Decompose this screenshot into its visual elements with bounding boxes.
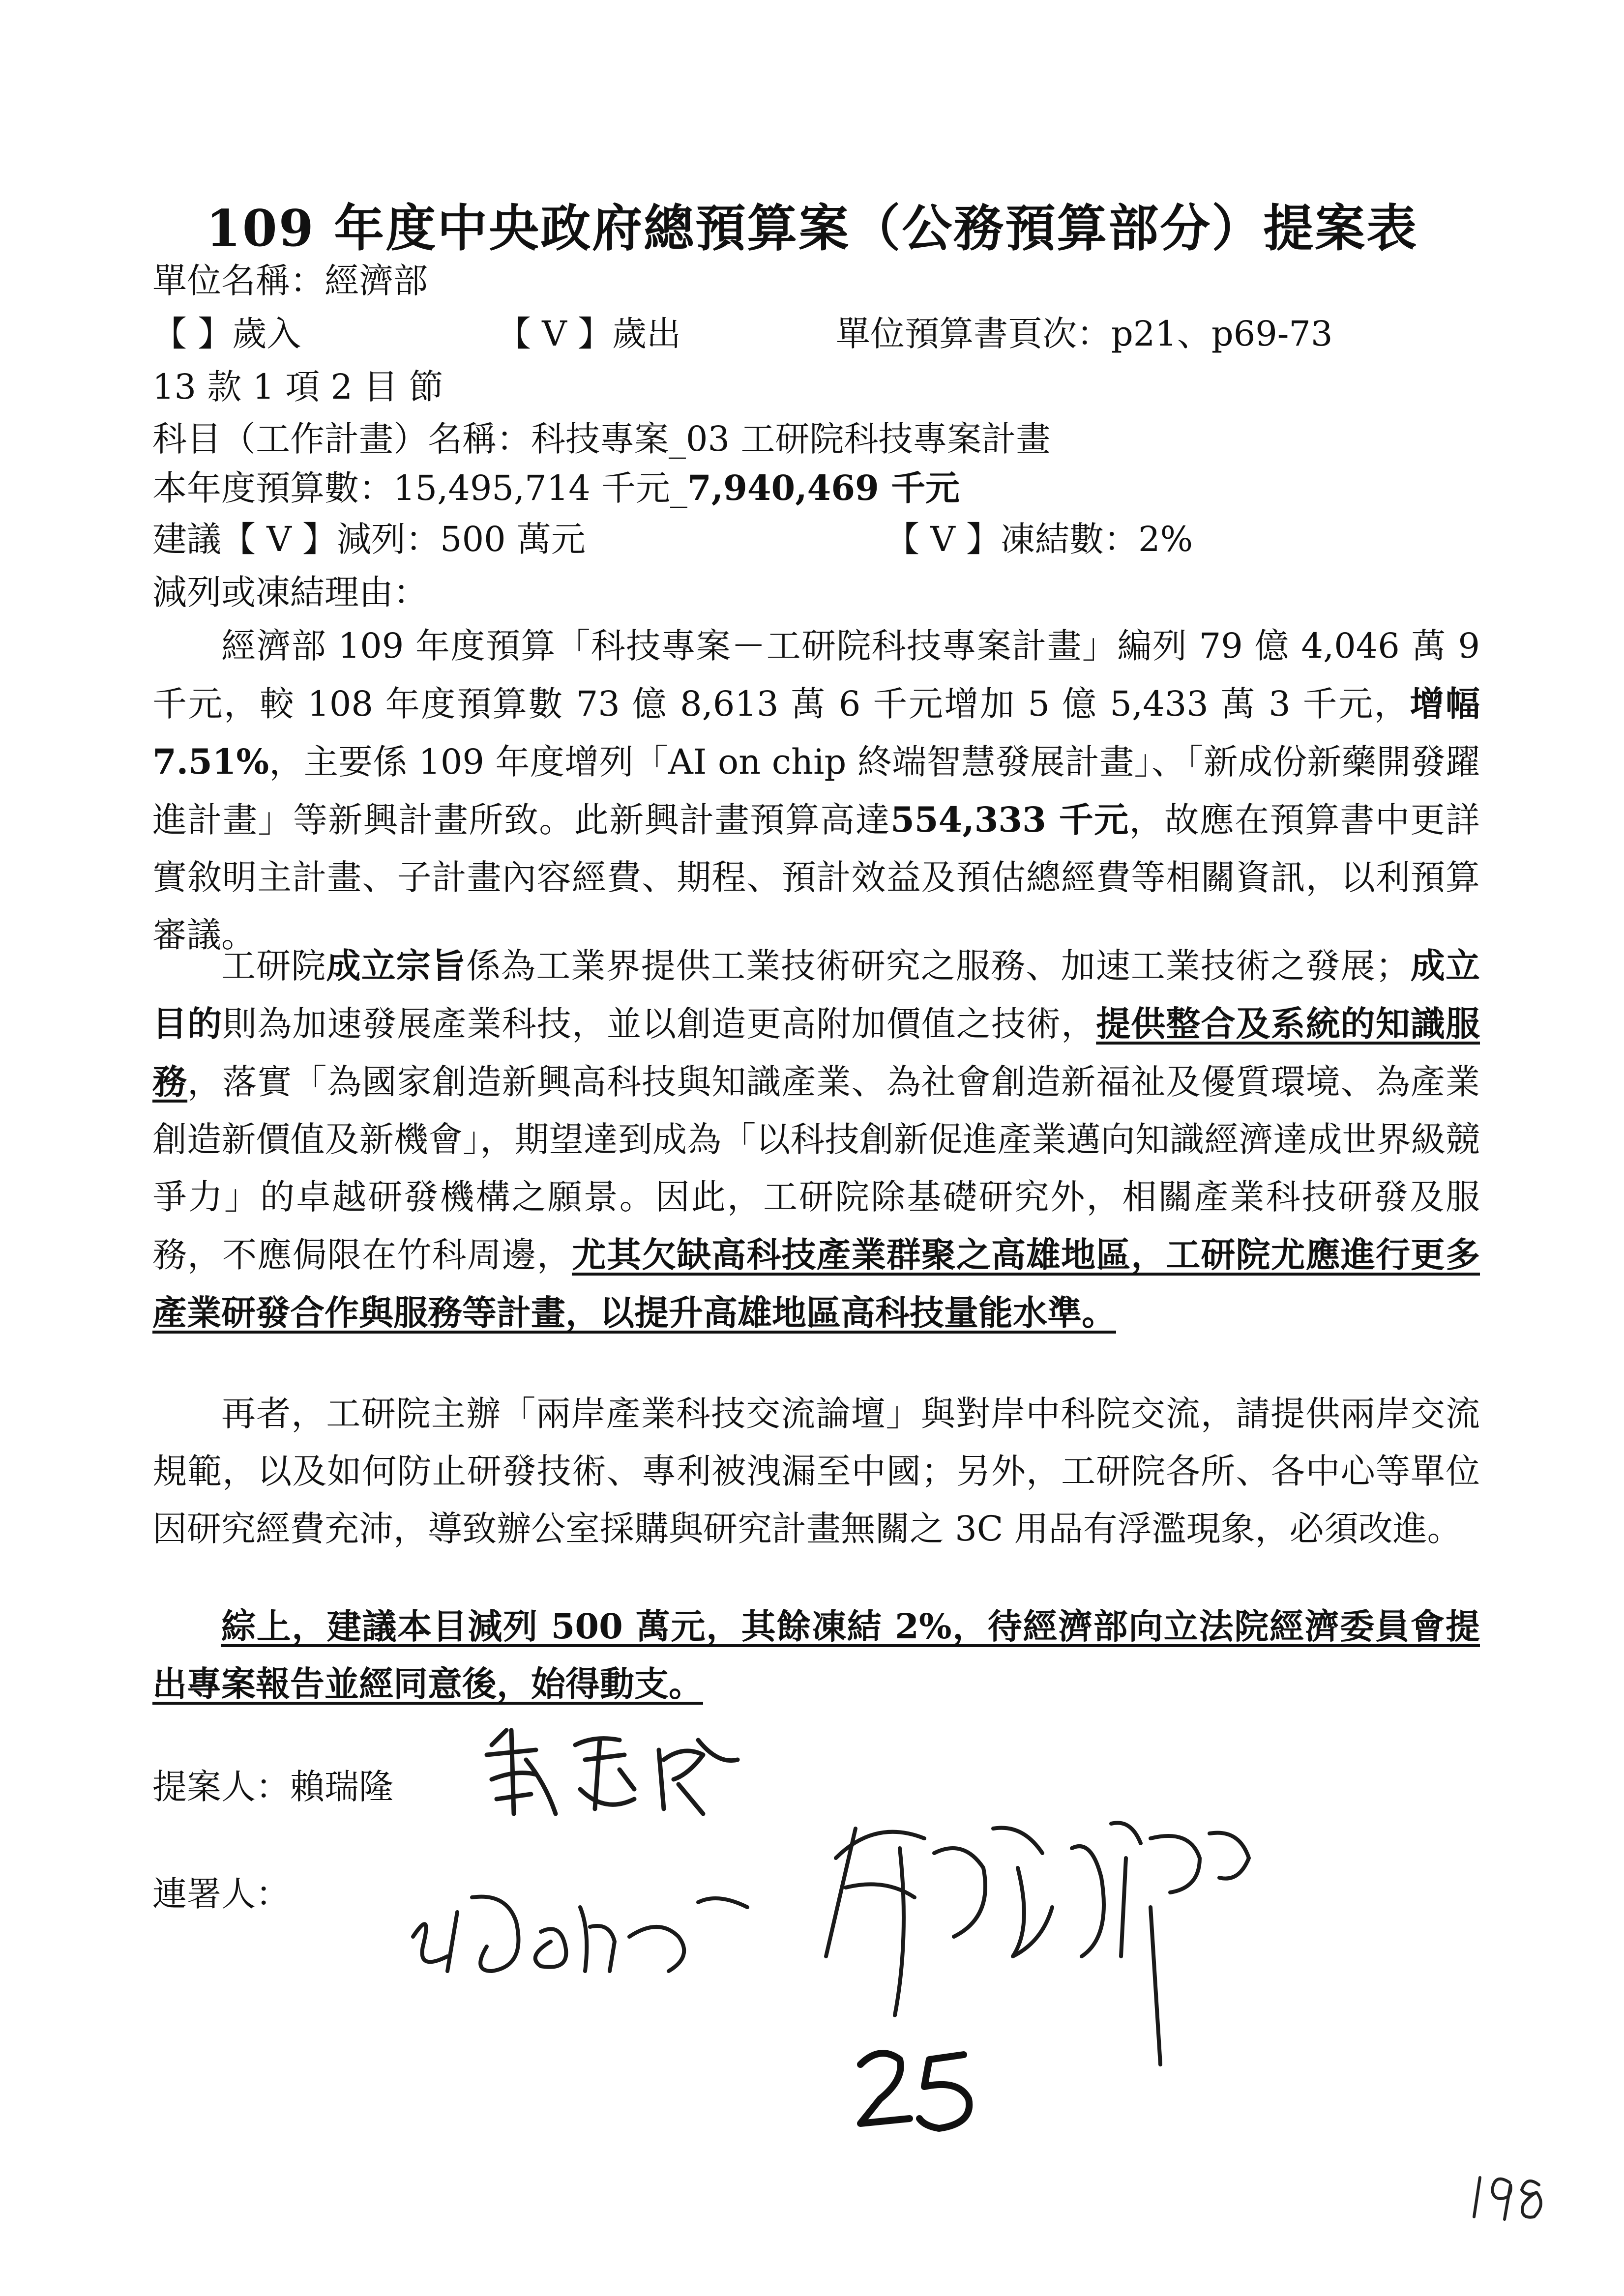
p2-text-c: 係為工業界提供工業技術研究之服務、加速工業技術之發展； (466, 946, 1410, 986)
p1-bold-amount: 554,333 千元 (890, 799, 1129, 840)
reason-paragraph-3: 再者，工研院主辦「兩岸產業科技交流論壇」與對岸中科院交流，請提供兩岸交流規範，以及如何防止研發技術、專利被洩漏至中國；另外，工研院各所、各中心等單位因研究經費充沛，導致辦公室採購與研究計畫無關之 3C 用品有浮濫現象，必須改進。 (152, 1394, 1480, 1549)
item-code: 13 款 1 項 2 目 節 (152, 367, 443, 407)
annual-budget-amount: 7,940,469 千元 (687, 467, 960, 508)
p2-text-a: 工研院 (221, 946, 326, 986)
proposer-label: 提案人：賴瑞隆 (152, 1767, 393, 1807)
p2-bold-objective: 成立目的 (152, 945, 1480, 1044)
cosigner-label: 連署人： (152, 1874, 290, 1914)
p1-text-c: ，主要係 109 年度增列「AI on chip 終端智慧發展計畫」、「新成份新藥開發躍進計畫」等新興計畫所致。此新興計畫預算高達 (152, 742, 1480, 840)
conclusion-paragraph: 綜上，建議本目減列 500 萬元，其餘凍結 2%，待經濟部向立法院經濟委員會提出專案報告並經同意後，始得動支。 (152, 1606, 1480, 1704)
reason-paragraph-1 (152, 617, 1480, 964)
p2-underlined-service: 提供整合及系統的知識服務 (152, 1003, 1480, 1102)
reason-label: 減列或凍結理由： (152, 572, 428, 612)
unit-name: 單位名稱：經濟部 (152, 261, 428, 301)
proposal-freeze: 【 V 】凍結數：2% (885, 519, 1193, 559)
handwritten-corner-number-svg (1465, 2163, 1554, 2232)
p1-text-a: 經濟部 109 年度預算「科技專案－工研院科技專案計畫」編列 79 億 4,046 萬 9 千元，較 108 年度預算數 73 億 8,613 萬 6 千元增加 5 億 5,433 萬 3 千元， (152, 626, 1480, 724)
p1-text-e: ，故應在預算書中更詳實敘明主計畫、子計畫內容經費、期程、預計效益及預估總經費等相關資訊，以利預算審議。 (152, 800, 1480, 955)
p2-text-g: ，落實「為國家創造新興高科技與知識產業、為社會創造新福祉及優質環境、為產業創造新價值及新機會」，期望達到成為「以科技創新促進產業邁向知識經濟達成世界級競爭力」的卓越研發機構之願景。因此，工研院除基礎研究外，相關產業科技研發及服務，不應侷限在竹科周邊， (152, 1062, 1480, 1275)
proposal-reduce: 建議【 V 】減列：500 萬元 (152, 519, 586, 559)
expense-checkbox: 【 V 】歲出 (497, 314, 681, 354)
page-title: 109 年度中央政府總預算案（公務預算部分）提案表 (206, 199, 1418, 258)
handwritten-corner-number (1465, 2163, 1554, 2232)
p2-bold-purpose: 成立宗旨 (326, 945, 467, 986)
annual-budget (152, 467, 960, 508)
subject-name: 科目（工作計畫）名稱：科技專案_03 工研院科技專案計畫 (152, 419, 1051, 459)
handwritten-page-number-svg (851, 2040, 998, 2138)
p2-underlined-kaohsiung: 尤其欠缺高科技產業群聚之高雄地區，工研院尤應進行更多產業研發合作與服務等計畫，以提升高雄地區高科技量能水準。 (152, 1234, 1480, 1333)
handwritten-page-number (851, 2040, 998, 2138)
p2-text-e: 則為加速發展產業科技，並以創造更高附加價值之技術， (222, 1004, 1096, 1044)
income-checkbox: 【 】歲入 (152, 314, 301, 354)
p1-bold-increase: 增幅 7.51% (152, 683, 1480, 782)
annual-budget-prefix: 本年度預算數：15,495,714 千元_ (152, 468, 688, 508)
budget-pages: 單位預算書頁次：p21、p69-73 (836, 314, 1333, 354)
reason-paragraph-2 (152, 937, 1480, 1342)
